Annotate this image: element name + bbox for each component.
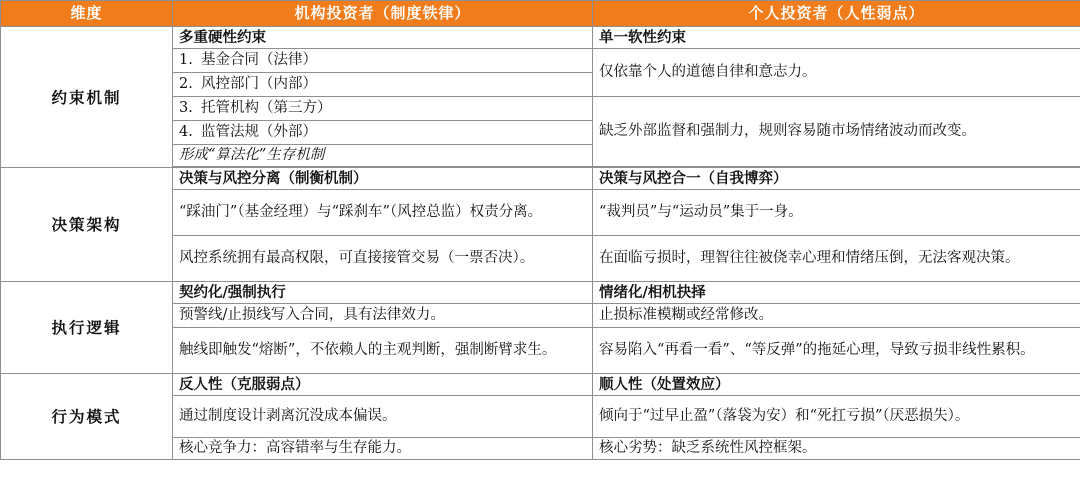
inst-list-item xyxy=(173,49,593,73)
list-number: 4. xyxy=(179,124,193,140)
table-row xyxy=(1,374,1080,396)
header-dimension: 维度 xyxy=(1,1,173,27)
indiv-subtitle: 单一软性约束 xyxy=(593,27,1080,49)
list-text: 托管机构（第三方） xyxy=(201,100,332,116)
inst-list-item xyxy=(173,97,593,121)
list-number: 3. xyxy=(179,100,193,116)
header-individual: 个人投资者（人性弱点） xyxy=(593,1,1080,27)
inst-list-item xyxy=(173,121,593,145)
inst-text: 触线即触发“熔断”，不依赖人的主观判断，强制断臂求生。 xyxy=(173,328,593,374)
header-row xyxy=(1,1,1080,27)
inst-subtitle: 决策与风控分离（制衡机制） xyxy=(173,168,593,190)
inst-subtitle: 反人性（克服弱点） xyxy=(173,374,593,396)
inst-note: 形成“算法化”生存机制 xyxy=(173,145,593,167)
inst-text: “踩油门”（基金经理）与“踩刹车”（风控总监）权责分离。 xyxy=(173,190,593,236)
dimension-label: 行为模式 xyxy=(1,374,173,460)
indiv-subtitle: 情绪化/相机抉择 xyxy=(593,282,1080,304)
dimension-label: 约束机制 xyxy=(1,27,173,168)
list-text: 风控部门（内部） xyxy=(201,76,317,92)
indiv-text: 仅依靠个人的道德自律和意志力。 xyxy=(593,49,1080,97)
indiv-text: “裁判员”与“运动员”集于一身。 xyxy=(593,190,1080,236)
list-number: 1. xyxy=(179,52,193,68)
inst-text: 风控系统拥有最高权限，可直接接管交易（一票否决）。 xyxy=(173,236,593,282)
list-text: 基金合同（法律） xyxy=(201,52,317,68)
list-text: 监管法规（外部） xyxy=(201,124,317,140)
indiv-text: 缺乏外部监督和强制力，规则容易随市场情绪波动而改变。 xyxy=(593,97,1080,167)
inst-subtitle: 多重硬性约束 xyxy=(173,27,593,49)
dimension-label: 决策架构 xyxy=(1,168,173,282)
header-institutional: 机构投资者（制度铁律） xyxy=(173,1,593,27)
indiv-text: 在面临亏损时，理智往往被侥幸心理和情绪压倒，无法客观决策。 xyxy=(593,236,1080,282)
inst-text: 核心竞争力：高容错率与生存能力。 xyxy=(173,438,593,460)
inst-text: 预警线/止损线写入合同，具有法律效力。 xyxy=(173,304,593,328)
inst-text: 通过制度设计剥离沉没成本偏误。 xyxy=(173,396,593,438)
indiv-text: 倾向于“过早止盈”（落袋为安）和“死扛亏损”（厌恶损失）。 xyxy=(593,396,1080,438)
table-row xyxy=(1,168,1080,190)
inst-subtitle: 契约化/强制执行 xyxy=(173,282,593,304)
inst-list-item xyxy=(173,73,593,97)
table-row xyxy=(1,27,1080,49)
indiv-text: 容易陷入“再看一看”、“等反弹”的拖延心理，导致亏损非线性累积。 xyxy=(593,328,1080,374)
dimension-label: 执行逻辑 xyxy=(1,282,173,374)
table-row xyxy=(1,282,1080,304)
indiv-text: 核心劣势：缺乏系统性风控框架。 xyxy=(593,438,1080,460)
indiv-subtitle: 决策与风控合一（自我博弈） xyxy=(593,168,1080,190)
indiv-subtitle: 顺人性（处置效应） xyxy=(593,374,1080,396)
list-number: 2. xyxy=(179,76,193,92)
indiv-text: 止损标准模糊或经常修改。 xyxy=(593,304,1080,328)
